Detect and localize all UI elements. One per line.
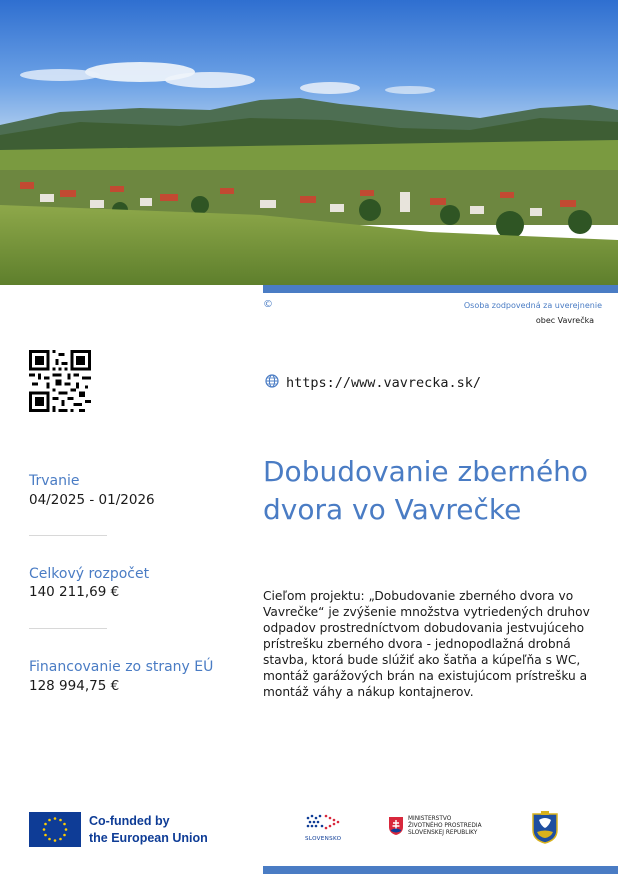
divider <box>29 535 107 536</box>
program-slovensko-text: SLOVENSKO <box>305 836 342 842</box>
ministry-name <box>408 816 482 837</box>
eu-text-line2: the European Union <box>89 831 208 845</box>
duration-value: 04/2025 - 01/2026 <box>29 492 155 508</box>
ministry-line3: SLOVENSKEJ REPUBLIKY <box>408 830 478 836</box>
budget-value: 140 211,69 € <box>29 584 120 600</box>
eu-cofunded-text <box>89 813 208 847</box>
website-row[interactable] <box>265 373 481 392</box>
ministry-line2: ŽIVOTNÉHO PROSTREDIA <box>408 823 482 829</box>
ministry-coat-of-arms-icon <box>388 816 404 836</box>
eu-funding-label: Financovanie zo strany EÚ <box>29 659 214 675</box>
bottom-accent-bar <box>263 866 618 874</box>
budget-label: Celkový rozpočet <box>29 566 150 582</box>
top-accent-bar <box>263 285 618 293</box>
ministry-line1: MINISTERSTVO <box>408 816 452 822</box>
hero-photo <box>0 0 618 285</box>
project-description: Cieľom projektu: „Dobudovanie zberného dvora vo Vavrečke“ je zvýšenie množstva vytriedených druhov odpadov prostredníctvom dobudovania jestvujúceho prístrešku zberného dvora - jednopodlažná drobná stavba, ktorá bude slúžiť ako šatňa a kúpeľňa s WC, montáž garážových brán na existujúcom prístrešku a montáž váhy a nákup kontajnerov. <box>263 589 590 699</box>
responsible-person-label: Osoba zodpovedná za uverejnenie <box>463 301 602 310</box>
eu-funding-value: 128 994,75 € <box>29 678 120 694</box>
eu-flag-icon <box>29 812 81 847</box>
duration-label: Trvanie <box>29 473 80 489</box>
globe-icon <box>265 373 279 392</box>
divider <box>29 628 107 629</box>
municipality-crest-icon <box>531 810 559 844</box>
qr-code[interactable] <box>29 350 91 412</box>
website-link[interactable]: https://www.vavrecka.sk/ <box>286 374 482 391</box>
eu-text-line1: Co-funded by <box>89 814 170 828</box>
program-slovensko-logo <box>302 810 346 848</box>
responsible-person-value: obec Vavrečka <box>535 316 594 325</box>
project-title: Dobudovanie zberného dvora vo Vavrečke <box>263 455 589 526</box>
copyright-symbol: © <box>263 299 273 310</box>
